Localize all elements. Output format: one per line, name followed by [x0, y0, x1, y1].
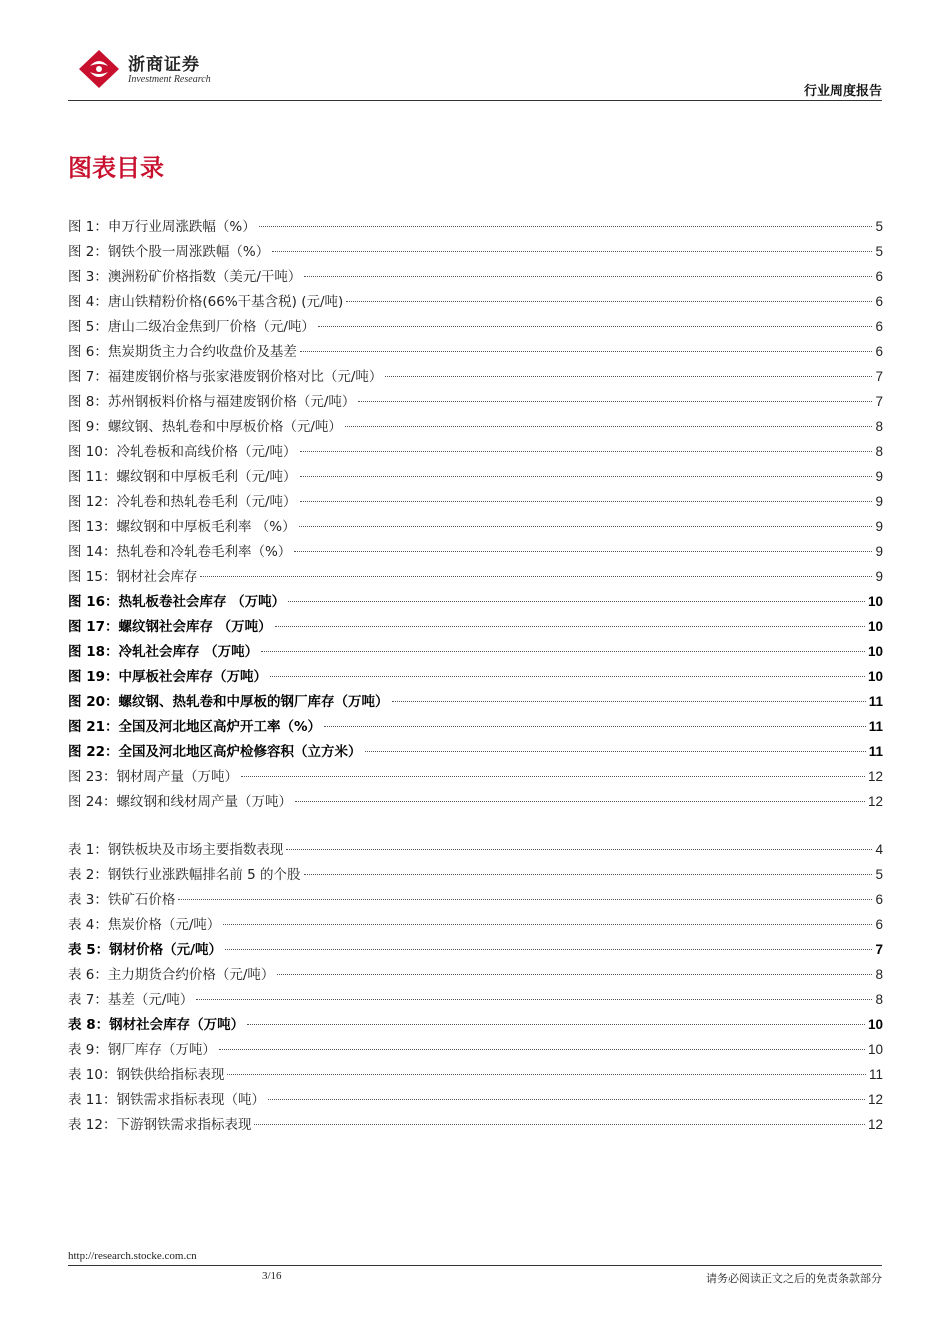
- toc-leader-dots: [300, 476, 873, 477]
- toc-leader-dots: [299, 526, 873, 527]
- toc-figure-entry-page: 6: [875, 269, 883, 284]
- toc-leader-dots: [241, 776, 865, 777]
- toc-table-entry-label: 表 9：钢厂库存（万吨）: [68, 1042, 216, 1058]
- toc-leader-dots: [300, 501, 873, 502]
- toc-leader-dots: [275, 626, 865, 627]
- toc-table-entry-page: 6: [875, 892, 883, 907]
- toc-table-entry-page: 10: [867, 1017, 883, 1032]
- toc-figure-entry[interactable]: [68, 264, 883, 289]
- toc-figure-entry-label: 图 19：中厚板社会库存（万吨）: [68, 669, 267, 685]
- toc-figure-entry[interactable]: [68, 489, 883, 514]
- toc-figure-entry-label: 图 4：唐山铁精粉价格(66%干基含税) (元/吨): [68, 294, 344, 310]
- toc-leader-dots: [288, 601, 865, 602]
- toc-figure-entry-page: 12: [867, 769, 883, 784]
- toc-figure-entry-label: 图 17：螺纹钢社会库存 （万吨）: [68, 619, 272, 635]
- toc-leader-dots: [365, 751, 866, 752]
- toc-figure-entry[interactable]: [68, 764, 883, 789]
- toc-figure-entry-page: 7: [875, 369, 883, 384]
- toc-table-entry-label: 表 4：焦炭价格（元/吨）: [68, 917, 221, 933]
- toc-leader-dots: [295, 801, 865, 802]
- toc-leader-dots: [358, 401, 872, 402]
- toc-figure-entry-page: 8: [875, 444, 883, 459]
- toc-figure-entry-page: 11: [868, 719, 883, 734]
- toc-figure-entry-page: 10: [867, 619, 883, 634]
- toc-leader-dots: [196, 999, 872, 1000]
- toc-table-entry[interactable]: [68, 862, 883, 887]
- toc-figure-entry[interactable]: [68, 464, 883, 489]
- toc-figure-entry-page: 6: [875, 319, 883, 334]
- toc-figure-entry-page: 6: [875, 294, 883, 309]
- toc-figure-entry-label: 图 24：螺纹钢和线材周产量（万吨）: [68, 794, 292, 810]
- toc-figure-entry[interactable]: [68, 389, 883, 414]
- toc-leader-dots: [300, 451, 873, 452]
- toc-figure-entry-page: 9: [875, 544, 883, 559]
- toc-figure-entry-label: 图 3：澳洲粉矿价格指数（美元/干吨）: [68, 269, 302, 285]
- toc-figure-entry-page: 10: [867, 594, 883, 609]
- toc-figure-entry-page: 9: [875, 569, 883, 584]
- toc-table-entry[interactable]: [68, 1062, 883, 1087]
- toc-table-entry-page: 5: [875, 867, 883, 882]
- toc-figure-entry-label: 图 20：螺纹钢、热轧卷和中厚板的钢厂库存（万吨）: [68, 694, 389, 710]
- toc-leader-dots: [223, 924, 872, 925]
- toc-leader-dots: [178, 899, 872, 900]
- toc-table-entry[interactable]: [68, 887, 883, 912]
- footer-url[interactable]: http://research.stocke.com.cn: [68, 1250, 197, 1262]
- toc-leader-dots: [345, 426, 873, 427]
- toc-table-entry-page: 6: [875, 917, 883, 932]
- toc-table-entry[interactable]: [68, 987, 883, 1012]
- toc-table-entry-label: 表 3：铁矿石价格: [68, 892, 176, 908]
- toc-figure-entry[interactable]: [68, 314, 883, 339]
- company-logo: [76, 44, 226, 94]
- toc-figure-entry-label: 图 15：钢材社会库存: [68, 569, 198, 585]
- toc-table-entry-page: 7: [875, 942, 883, 957]
- toc-table-entry[interactable]: [68, 837, 883, 862]
- page-number: 3/16: [262, 1270, 282, 1282]
- toc-leader-dots: [324, 726, 866, 727]
- toc-leader-dots: [277, 974, 872, 975]
- toc-leader-dots: [286, 849, 872, 850]
- toc-table-entry[interactable]: [68, 937, 883, 962]
- toc-leader-dots: [261, 651, 865, 652]
- toc-table-entry[interactable]: [68, 1112, 883, 1137]
- toc-table-entry-label: 表 8：钢材社会库存（万吨）: [68, 1017, 245, 1033]
- toc-figure-entry[interactable]: [68, 564, 883, 589]
- toc-leader-dots: [318, 326, 873, 327]
- toc-leader-dots: [272, 251, 872, 252]
- table-list: [68, 837, 883, 1137]
- toc-table-entry-label: 表 2：钢铁行业涨跌幅排名前 5 的个股: [68, 867, 301, 883]
- toc-figure-entry-label: 图 23：钢材周产量（万吨）: [68, 769, 238, 785]
- toc-figure-entry[interactable]: [68, 614, 883, 639]
- toc-figure-entry[interactable]: [68, 589, 883, 614]
- footer-disclaimer: 请务必阅读正文之后的免责条款部分: [706, 1272, 882, 1285]
- toc-figure-entry-page: 9: [875, 494, 883, 509]
- toc-figure-entry-page: 8: [875, 419, 883, 434]
- toc-figure-entry[interactable]: [68, 714, 883, 739]
- toc-figure-entry-label: 图 5：唐山二级冶金焦到厂价格（元/吨）: [68, 319, 315, 335]
- toc-figure-entry[interactable]: [68, 214, 883, 239]
- toc-figure-entry-label: 图 9：螺纹钢、热轧卷和中厚板价格（元/吨）: [68, 419, 342, 435]
- toc-leader-dots: [268, 1099, 865, 1100]
- toc-table-entry-page: 8: [875, 967, 883, 982]
- toc-leader-dots: [247, 1024, 865, 1025]
- toc-table-entry-page: 12: [867, 1117, 883, 1132]
- toc-figure-entry[interactable]: [68, 239, 883, 264]
- toc-figure-entry[interactable]: [68, 739, 883, 764]
- company-name-en: Investment Research: [128, 74, 211, 85]
- toc-figure-entry-page: 9: [875, 519, 883, 534]
- toc-table-entry-label: 表 11：钢铁需求指标表现（吨）: [68, 1092, 265, 1108]
- toc-leader-dots: [300, 351, 873, 352]
- toc-figure-entry-page: 11: [868, 744, 883, 759]
- company-logo-icon: [76, 48, 122, 90]
- toc-figure-entry[interactable]: [68, 289, 883, 314]
- toc-figure-entry[interactable]: [68, 664, 883, 689]
- toc-figure-entry[interactable]: [68, 364, 883, 389]
- toc-table-entry-page: 10: [867, 1042, 883, 1057]
- toc-table-entry-label: 表 7：基差（元/吨）: [68, 992, 194, 1008]
- toc-figure-entry-page: 10: [867, 669, 883, 684]
- toc-figure-entry-label: 图 6：焦炭期货主力合约收盘价及基差: [68, 344, 297, 360]
- toc-table-entry[interactable]: [68, 962, 883, 987]
- toc-table-entry-page: 12: [867, 1092, 883, 1107]
- toc-figure-entry-label: 图 16：热轧板卷社会库存 （万吨）: [68, 594, 286, 610]
- footer-divider: [68, 1265, 882, 1266]
- toc-leader-dots: [259, 226, 873, 227]
- toc-leader-dots: [392, 701, 866, 702]
- toc-table-entry-label: 表 6：主力期货合约价格（元/吨）: [68, 967, 275, 983]
- toc-figure-entry-label: 图 11：螺纹钢和中厚板毛利（元/吨）: [68, 469, 297, 485]
- toc-table-entry-page: 4: [875, 842, 883, 857]
- toc-figure-entry[interactable]: [68, 689, 883, 714]
- toc-figure-entry-page: 10: [867, 644, 883, 659]
- toc-figure-entry[interactable]: [68, 639, 883, 664]
- toc-table-entry-label: 表 1：钢铁板块及市场主要指数表现: [68, 842, 284, 858]
- toc-figure-entry-label: 图 13：螺纹钢和中厚板毛利率 （%）: [68, 519, 296, 535]
- toc-figure-entry[interactable]: [68, 414, 883, 439]
- toc-leader-dots: [270, 676, 865, 677]
- toc-figure-entry-label: 图 21：全国及河北地区高炉开工率（%）: [68, 719, 322, 735]
- toc-figure-entry-page: 9: [875, 469, 883, 484]
- toc-leader-dots: [227, 1074, 866, 1075]
- figure-list: [68, 214, 883, 814]
- toc-figure-entry-label: 图 18：冷轧社会库存 （万吨）: [68, 644, 259, 660]
- toc-leader-dots: [346, 301, 872, 302]
- toc-table-entry-page: 11: [868, 1067, 883, 1082]
- header-divider: [68, 100, 882, 101]
- toc-figure-entry-label: 图 10：冷轧卷板和高线价格（元/吨）: [68, 444, 297, 460]
- toc-figure-entry-label: 图 7：福建废钢价格与张家港废钢价格对比（元/吨）: [68, 369, 383, 385]
- toc-figure-entry-page: 7: [875, 394, 883, 409]
- toc-figure-entry-page: 5: [875, 219, 883, 234]
- toc-leader-dots: [254, 1124, 864, 1125]
- toc-figure-entry-page: 5: [875, 244, 883, 259]
- toc-title: 图表目录: [68, 154, 164, 182]
- toc-table-entry-page: 8: [875, 992, 883, 1007]
- toc-figure-entry[interactable]: [68, 339, 883, 364]
- report-type: 行业周度报告: [803, 84, 882, 99]
- company-name: 浙商证券: [128, 55, 200, 75]
- toc-leader-dots: [385, 376, 872, 377]
- toc-leader-dots: [304, 276, 872, 277]
- toc-table-entry[interactable]: [68, 1087, 883, 1112]
- toc-figure-entry-label: 图 1：申万行业周涨跌幅（%）: [68, 219, 256, 235]
- toc-table-entry[interactable]: [68, 1037, 883, 1062]
- toc-figure-entry-label: 图 8：苏州钢板料价格与福建废钢价格（元/吨）: [68, 394, 356, 410]
- toc-figure-entry-label: 图 2：钢铁个股一周涨跌幅（%）: [68, 244, 270, 260]
- toc-table-entry-label: 表 10：钢铁供给指标表现: [68, 1067, 225, 1083]
- toc-table-entry[interactable]: [68, 912, 883, 937]
- toc-table-entry[interactable]: [68, 1012, 883, 1037]
- toc-figure-entry-page: 11: [868, 694, 883, 709]
- toc-figure-entry-label: 图 14：热轧卷和冷轧卷毛利率（%）: [68, 544, 292, 560]
- toc-table-entry-label: 表 5：钢材价格（元/吨）: [68, 942, 223, 958]
- toc-figure-entry-page: 6: [875, 344, 883, 359]
- toc-leader-dots: [294, 551, 872, 552]
- toc-leader-dots: [304, 874, 873, 875]
- toc-table-entry-label: 表 12：下游钢铁需求指标表现: [68, 1117, 252, 1133]
- toc-leader-dots: [219, 1049, 865, 1050]
- toc-figure-entry[interactable]: [68, 539, 883, 564]
- toc-figure-entry[interactable]: [68, 514, 883, 539]
- toc-leader-dots: [200, 576, 872, 577]
- toc-figure-entry-page: 12: [867, 794, 883, 809]
- toc-figure-entry-label: 图 12：冷轧卷和热轧卷毛利（元/吨）: [68, 494, 297, 510]
- toc-leader-dots: [225, 949, 872, 950]
- toc-figure-entry-label: 图 22：全国及河北地区高炉检修容积（立方米）: [68, 744, 362, 760]
- toc-figure-entry[interactable]: [68, 789, 883, 814]
- toc-figure-entry[interactable]: [68, 439, 883, 464]
